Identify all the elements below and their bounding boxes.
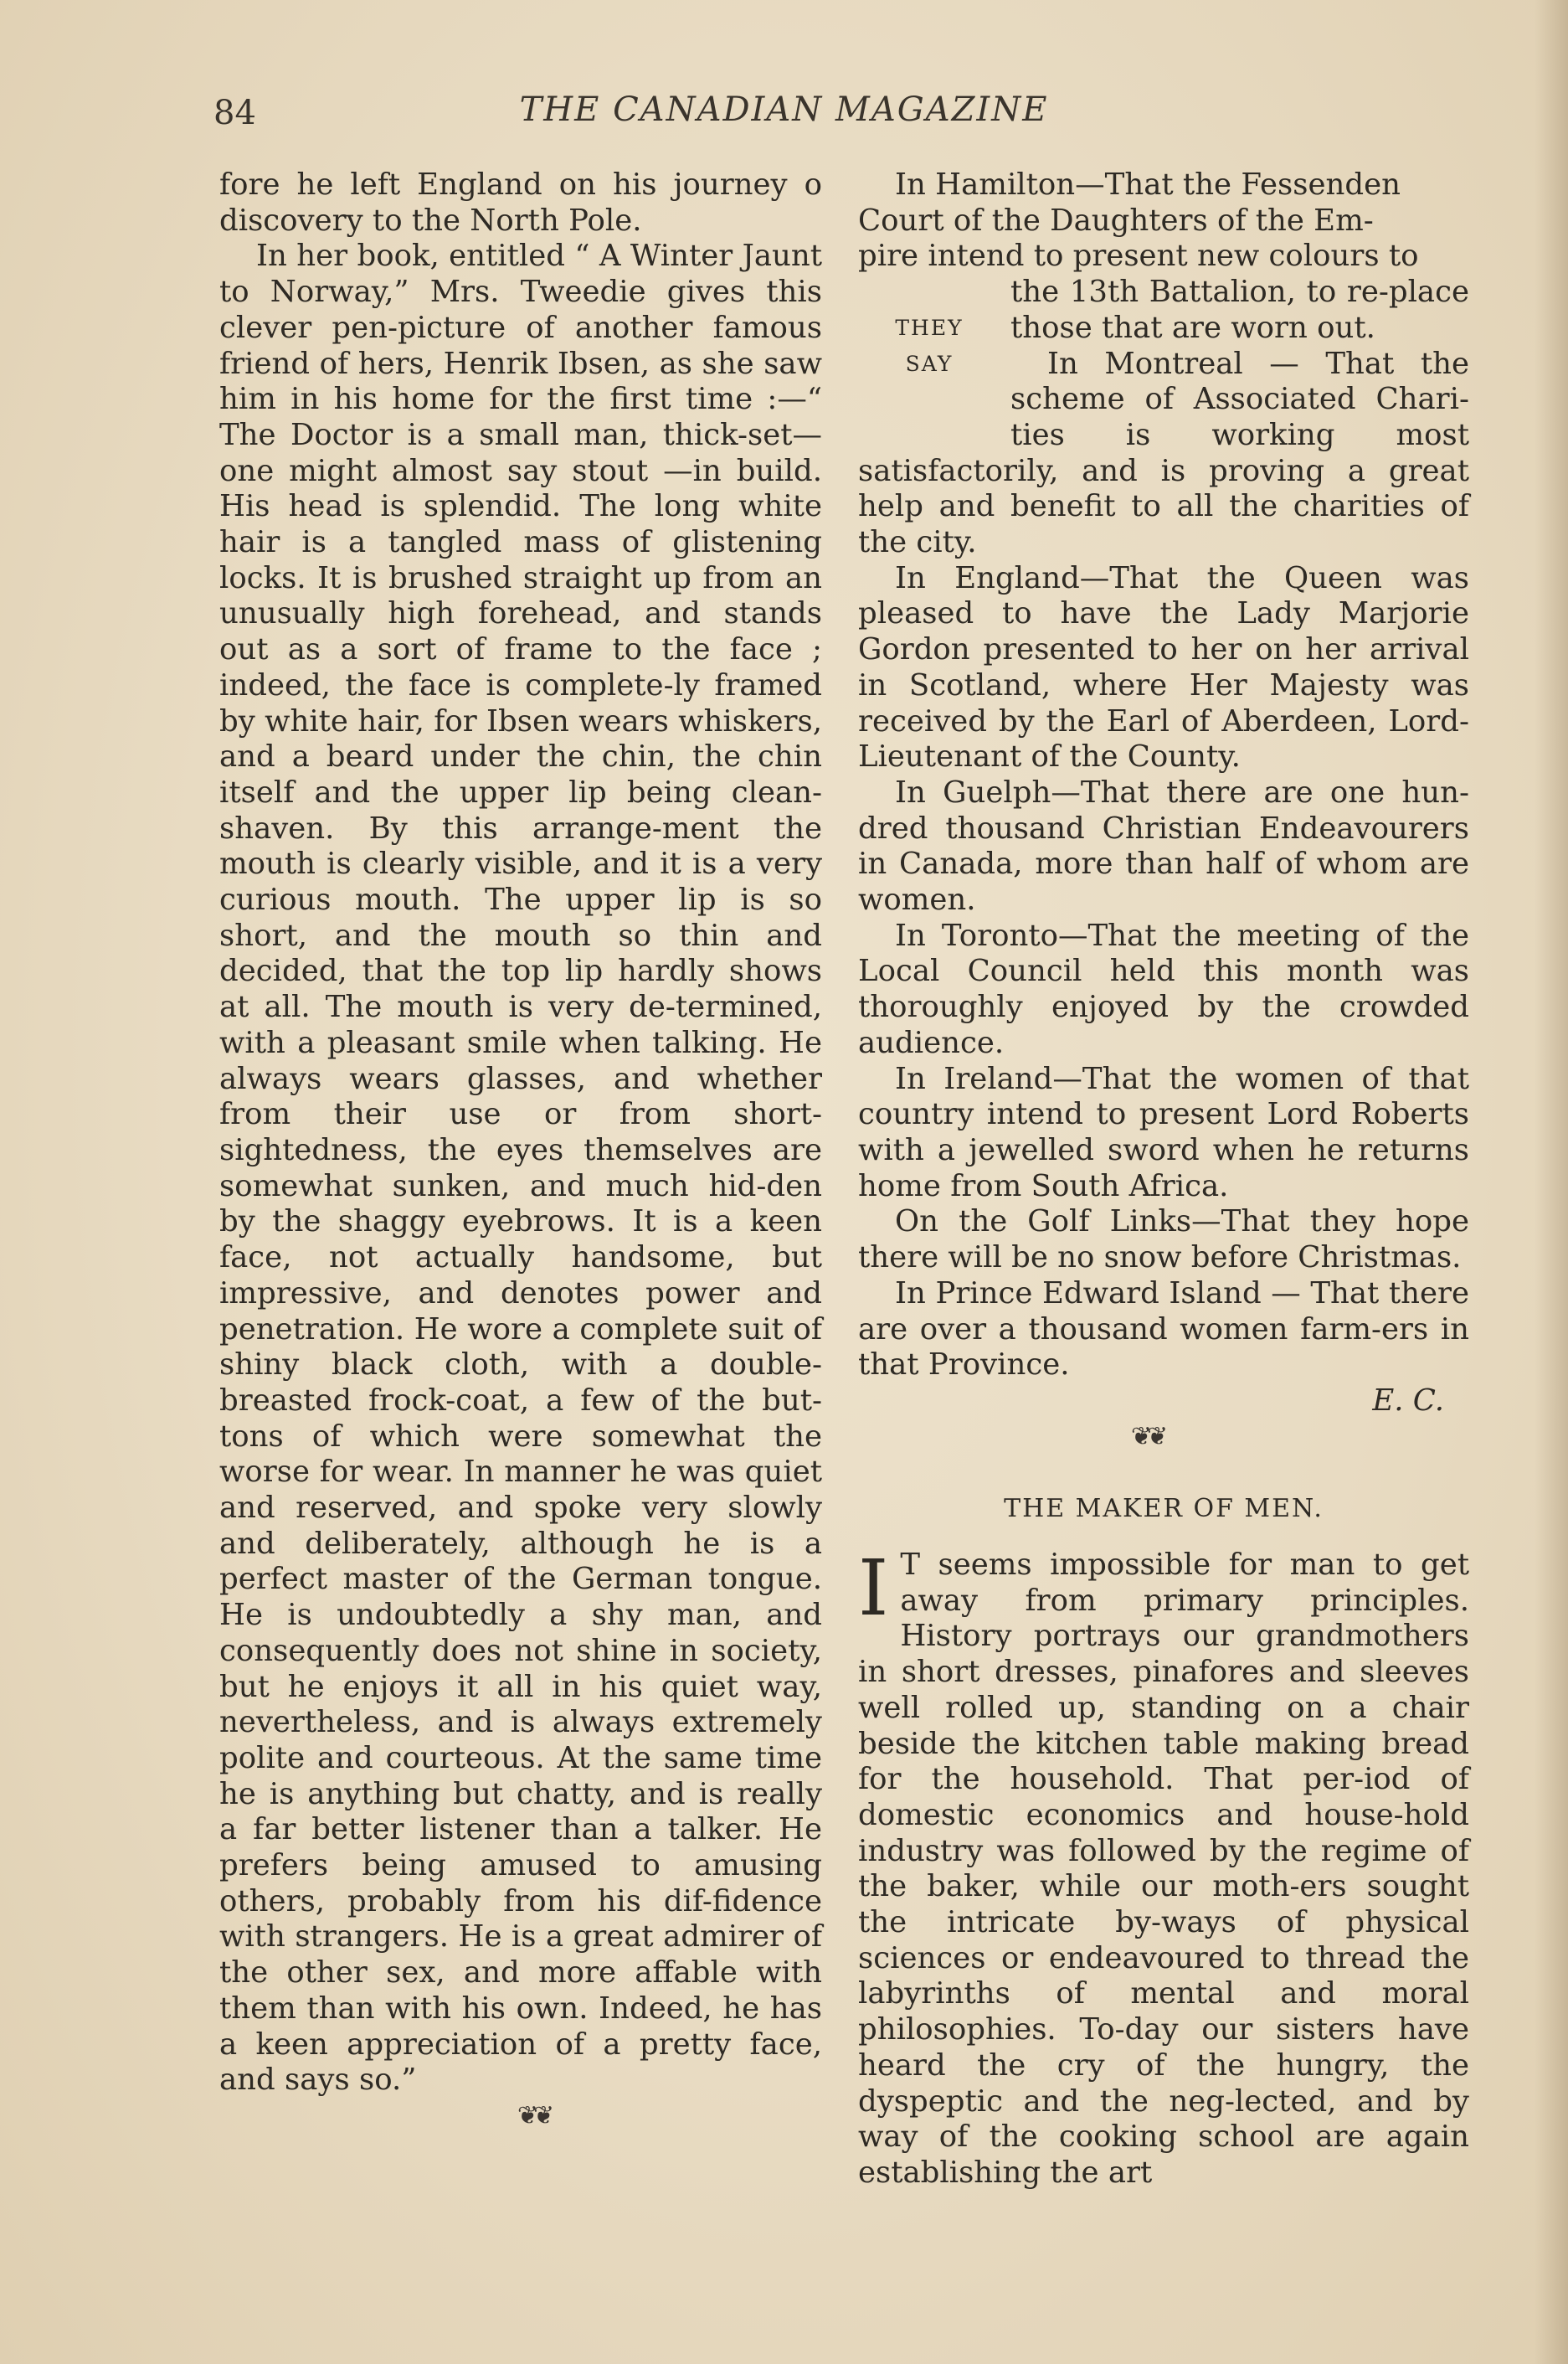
paragraph-pei: In Prince Edward Island — That there are over a thousand women farm-ers in that Province. [858, 1275, 1469, 1383]
article-title: THE MAKER OF MEN. [1004, 1494, 1324, 1524]
paragraph-continued: fore he left England on his journey o discovery to the North Pole. [219, 167, 822, 238]
paragraph-hamilton-rest: the 13th Battalion, to re-place those that are worn out. [1010, 275, 1469, 345]
drop-cap: I [858, 1543, 889, 1634]
right-column [858, 167, 1469, 2191]
paragraph-ibsen: In her book, entitled “ A Winter Jaunt to Norway,” Mrs. Tweedie gives this clever pen-picture of another famous friend of hers, Henrik Ibsen, as she saw him in his home for the first time :—“ The Doctor is a small man, thick-set—one might almost say stout —in build. His head is splendid. The long white hair is a tangled mass of glistening locks. It is brushed straight up from an unusually high forehead, and stands out as a sort of frame to the face ; indeed, the face is complete-ly framed by white hair, for Ibsen wears whiskers, and a beard under the chin, the chin itself and the upper lip being clean-shaven. By this arrange-ment the mouth is clearly visible, and it is a very curious mouth. The upper lip is so short, and the mouth so thin and decided, that the top lip hardly shows at all. The mouth is very de-termined, with a pleasant smile when talking. He always wears glasses, and whether from their use or from short-sightedness, the eyes themselves are somewhat sunken, and much hid-den by the shaggy eyebrows. It is a keen face, not actually handsome, but impressive, and denotes power and penetration. He wore a complete suit of shiny black cloth, with a double-breasted frock-coat, a few of the but-tons of which were somewhat the worse for wear. In manner he was quiet and reserved, and spoke very slowly and deliberately, although he is a perfect master of the German tongue. He is undoubtedly a shy man, and consequently does not shine in society, but he enjoys it all in his quiet way, nevertheless, and is always extremely polite and courteous. At the same time he is anything but chatty, and is really a far better listener than a talker. He prefers being amused to amusing others, probably from his dif-fidence with strangers. He is a great admirer of the other sex, and more affable with them than with his own. Indeed, he has a keen appreciation of a pretty face, and says so.” [219, 239, 822, 2098]
paragraph-toronto: In Toronto—That the meeting of the Local Council held this month was thoroughly enjoyed by the crowded audience. [858, 918, 1469, 1060]
paragraph-hamilton-line-2: Court of the Daughters of the Em- [858, 203, 1374, 238]
paragraph-maker-of-men [858, 1543, 1469, 2191]
page-number: 84 [213, 94, 256, 132]
section-ornament: ❦❦ [1130, 1421, 1164, 1451]
left-column [219, 167, 822, 2135]
author-signature: E. C. [1372, 1383, 1444, 1418]
spine-shadow [1535, 0, 1568, 2364]
paragraph-montreal: In Montreal — That the scheme of Associated Chari-ties is working most satisfactorily, and is proving a great help and benefit to all the charities of the city. [858, 346, 1469, 560]
maker-of-men-text: T seems impossible for man to get away from primary principles. History portrays our grandmothers in short dresses, pinafores and sleeves well rolled up, standing on a chair beside the kitchen table making bread for the household. That per-iod of domestic economics and house-hold industry was followed by the regime of the baker, while our moth-ers sought the intricate by-ways of physical sciences or endeavoured to thread the labyrinths of mental and moral philosophies. To-day our sisters have heard the cry of the hungry, the dyspeptic and the neg-lected, and by way of the cooking school are again establishing the art [858, 1548, 1469, 2190]
paragraph-hamilton-line-3: pire intend to present new colours to [858, 239, 1419, 274]
they-say-word-1: THEY [895, 316, 964, 341]
paragraph-guelph: In Guelph—That there are one hun-dred thousand Christian Endeavourers in Canada, more than half of whom are women. [858, 775, 1469, 918]
paragraph-england: In England—That the Queen was pleased to have the Lady Marjorie Gordon presented to her on her arrival in Scotland, where Her Majesty was received by the Earl of Aberdeen, Lord-Lieutenant of the County. [858, 560, 1469, 775]
paragraph-ireland: In Ireland—That the women of that country intend to present Lord Roberts with a jewelled sword when he returns home from South Africa. [858, 1061, 1469, 1203]
they-say-sidehead [858, 275, 1000, 418]
paragraph-hamilton-line-1: In Hamilton—That the Fessenden [895, 167, 1401, 202]
they-say-word-2: SAY [905, 351, 954, 376]
paragraph-golf: On the Golf Links—That they hope there will be no snow before Christmas. [858, 1204, 1469, 1275]
section-ornament: ❦❦ [517, 2100, 550, 2130]
running-head: THE CANADIAN MAGAZINE [519, 90, 1049, 129]
